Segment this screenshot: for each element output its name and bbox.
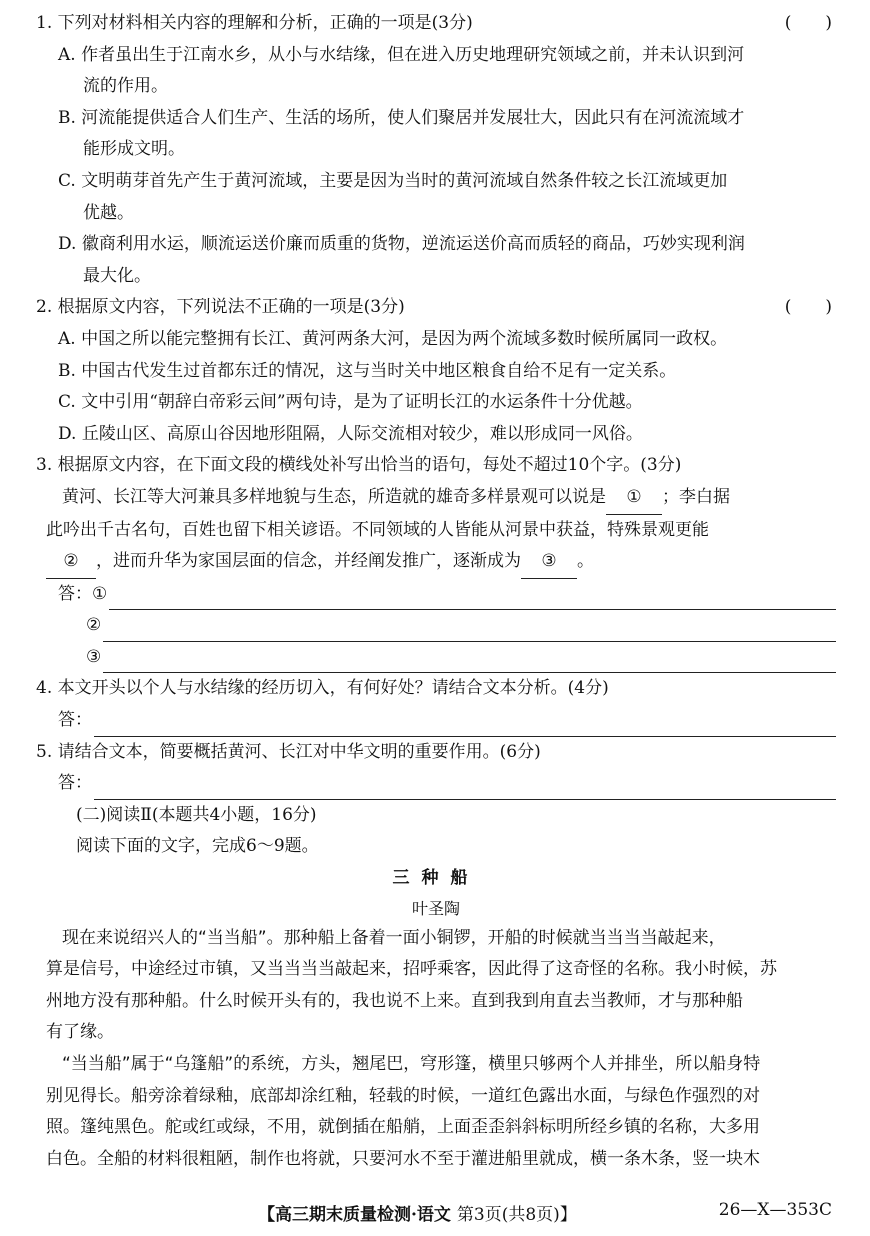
- q5-answer[interactable]: [36, 768, 836, 800]
- passage-line: 别见得长。船旁涂着绿釉，底部却涂红釉，轻载的时候，一道红色露出水面，与绿色作强烈的对: [46, 1085, 760, 1106]
- q2-option-c: C. 文中引用“朝辞白帝彩云间”两句诗，是为了证明长江的水运条件十分优越。: [58, 392, 643, 413]
- q3-answer-3[interactable]: [36, 642, 836, 674]
- q3-text: ；李白据: [662, 486, 730, 507]
- exam-page: [36, 8, 836, 1175]
- passage-line: 照。篷纯黑色。舵或红或绿，不用，就倒插在船艄，上面歪歪斜斜标明所经乡镇的名称，大多用: [46, 1117, 760, 1138]
- passage-line: “当当船”属于“乌篷船”的系统，方头，翘尾巴，穹形篷，横里只够两个人并排坐，所以船身特: [62, 1054, 761, 1074]
- q2-stem: [36, 292, 836, 324]
- passage-line: 算是信号，中途经过市镇，又当当当当敲起来，招呼乘客，因此得了这奇怪的名称。我小时候，苏: [46, 959, 777, 980]
- passage-line: 白色。全船的材料很粗陋，制作也将就，只要河水不至于灌进船里就成，横一条木条，竖一块木: [46, 1148, 760, 1169]
- q3-passage-line-2: 此吟出千古名句，百姓也留下相关谚语。不同领域的人皆能从河景中获益，特殊景观更能: [46, 519, 709, 540]
- q2-option-a: A. 中国之所以能完整拥有长江、黄河两条大河，是因为两个流域多数时候所属同一政权。: [58, 328, 728, 349]
- q1-answer-bracket: ( ): [784, 13, 832, 33]
- answer-marker: ②: [86, 615, 102, 636]
- q3-text: ，进而升华为家国层面的信念，并经阐发推广，逐渐成为: [96, 551, 521, 572]
- q1-option-d-cont: 最大化。: [83, 265, 151, 286]
- q3-passage-line-3: [36, 546, 836, 579]
- passage-line: 州地方没有那种船。什么时候开头有的，我也说不上来。直到我到甪直去当教师，才与那种船: [46, 990, 743, 1011]
- q1-option-d: D. 徽商利用水运，顺流运送价廉而质重的货物，逆流运送价高而质轻的商品，巧妙实现利润: [58, 234, 745, 255]
- q2-option-b: B. 中国古代发生过首都东迁的情况，这与当时关中地区粮食自给不足有一定关系。: [58, 360, 677, 381]
- q3-answer-2[interactable]: [36, 610, 836, 642]
- q2-stem-text: 2. 根据原文内容，下列说法不正确的一项是(3分): [36, 297, 405, 318]
- q3-stem: 3. 根据原文内容，在下面文段的横线处补写出恰当的语句，每处不超过10个字。(3分): [36, 455, 682, 476]
- q3-answer-1[interactable]: [36, 579, 836, 611]
- q2-option-d: D. 丘陵山区、高原山谷因地形阻隔，人际交流相对较少，难以形成同一风俗。: [58, 423, 643, 444]
- q3-blank-2[interactable]: ②: [46, 546, 96, 579]
- answer-line[interactable]: [109, 587, 836, 610]
- q1-option-a-cont: 流的作用。: [83, 76, 168, 97]
- answer-line[interactable]: [94, 714, 836, 737]
- answer-label: 答：: [58, 583, 92, 604]
- q5-stem: 5. 请结合文本，简要概括黄河、长江对中华文明的重要作用。(6分): [36, 741, 541, 762]
- q3-blank-3[interactable]: ③: [521, 546, 577, 579]
- footer-exam-name: 【高三期末质量检测·语文: [258, 1205, 451, 1225]
- q3-passage-line-1: [36, 482, 836, 515]
- q3-blank-1[interactable]: ①: [606, 482, 662, 515]
- answer-marker: ③: [86, 646, 102, 667]
- q1-option-b: B. 河流能提供适合人们生产、生活的场所，使人们聚居并发展壮大，因此只有在河流流域才: [58, 107, 745, 128]
- answer-label: 答：: [58, 710, 92, 731]
- q1-option-b-cont: 能形成文明。: [83, 139, 185, 160]
- section-heading: (二)阅读Ⅱ(本题共4小题，16分): [76, 804, 317, 825]
- q1-stem: [36, 8, 836, 40]
- footer-page-number: 第3页(共8页)】: [456, 1205, 577, 1225]
- q1-option-c: C. 文明萌芽首先产生于黄河流域，主要是因为当时的黄河流域自然条件较之长江流域更加: [58, 170, 728, 191]
- answer-line[interactable]: [103, 619, 836, 642]
- footer-title: [258, 1200, 577, 1225]
- q1-option-a: A. 作者虽出生于江南水乡，从小与水结缘，但在进入历史地理研究领域之前，并未认识到河: [58, 44, 745, 65]
- answer-line[interactable]: [103, 650, 836, 673]
- answer-marker: ①: [92, 583, 108, 604]
- passage-author: 叶圣陶: [411, 898, 460, 918]
- q3-text: 黄河、长江等大河兼具多样地貌与生态，所造就的雄奇多样景观可以说是: [62, 486, 606, 507]
- answer-line[interactable]: [94, 777, 836, 800]
- section-instruction: 阅读下面的文字，完成6～9题。: [76, 836, 319, 857]
- q4-answer[interactable]: [36, 705, 836, 737]
- passage-title: 三种船: [392, 868, 480, 889]
- q3-text: 。: [577, 551, 594, 572]
- q2-answer-bracket: ( ): [784, 297, 832, 318]
- passage-line: 有了缘。: [46, 1022, 114, 1043]
- q1-stem-text: 1. 下列对材料相关内容的理解和分析，正确的一项是(3分): [36, 13, 473, 33]
- q1-option-c-cont: 优越。: [83, 202, 134, 223]
- answer-label: 答：: [58, 773, 92, 794]
- q4-stem: 4. 本文开头以个人与水结缘的经历切入，有何好处？请结合文本分析。(4分): [36, 678, 609, 699]
- passage-line: 现在来说绍兴人的“当当船”。那种船上备着一面小铜锣，开船的时候就当当当当敲起来，: [62, 927, 726, 948]
- footer-code: 26—X—353C: [718, 1200, 832, 1220]
